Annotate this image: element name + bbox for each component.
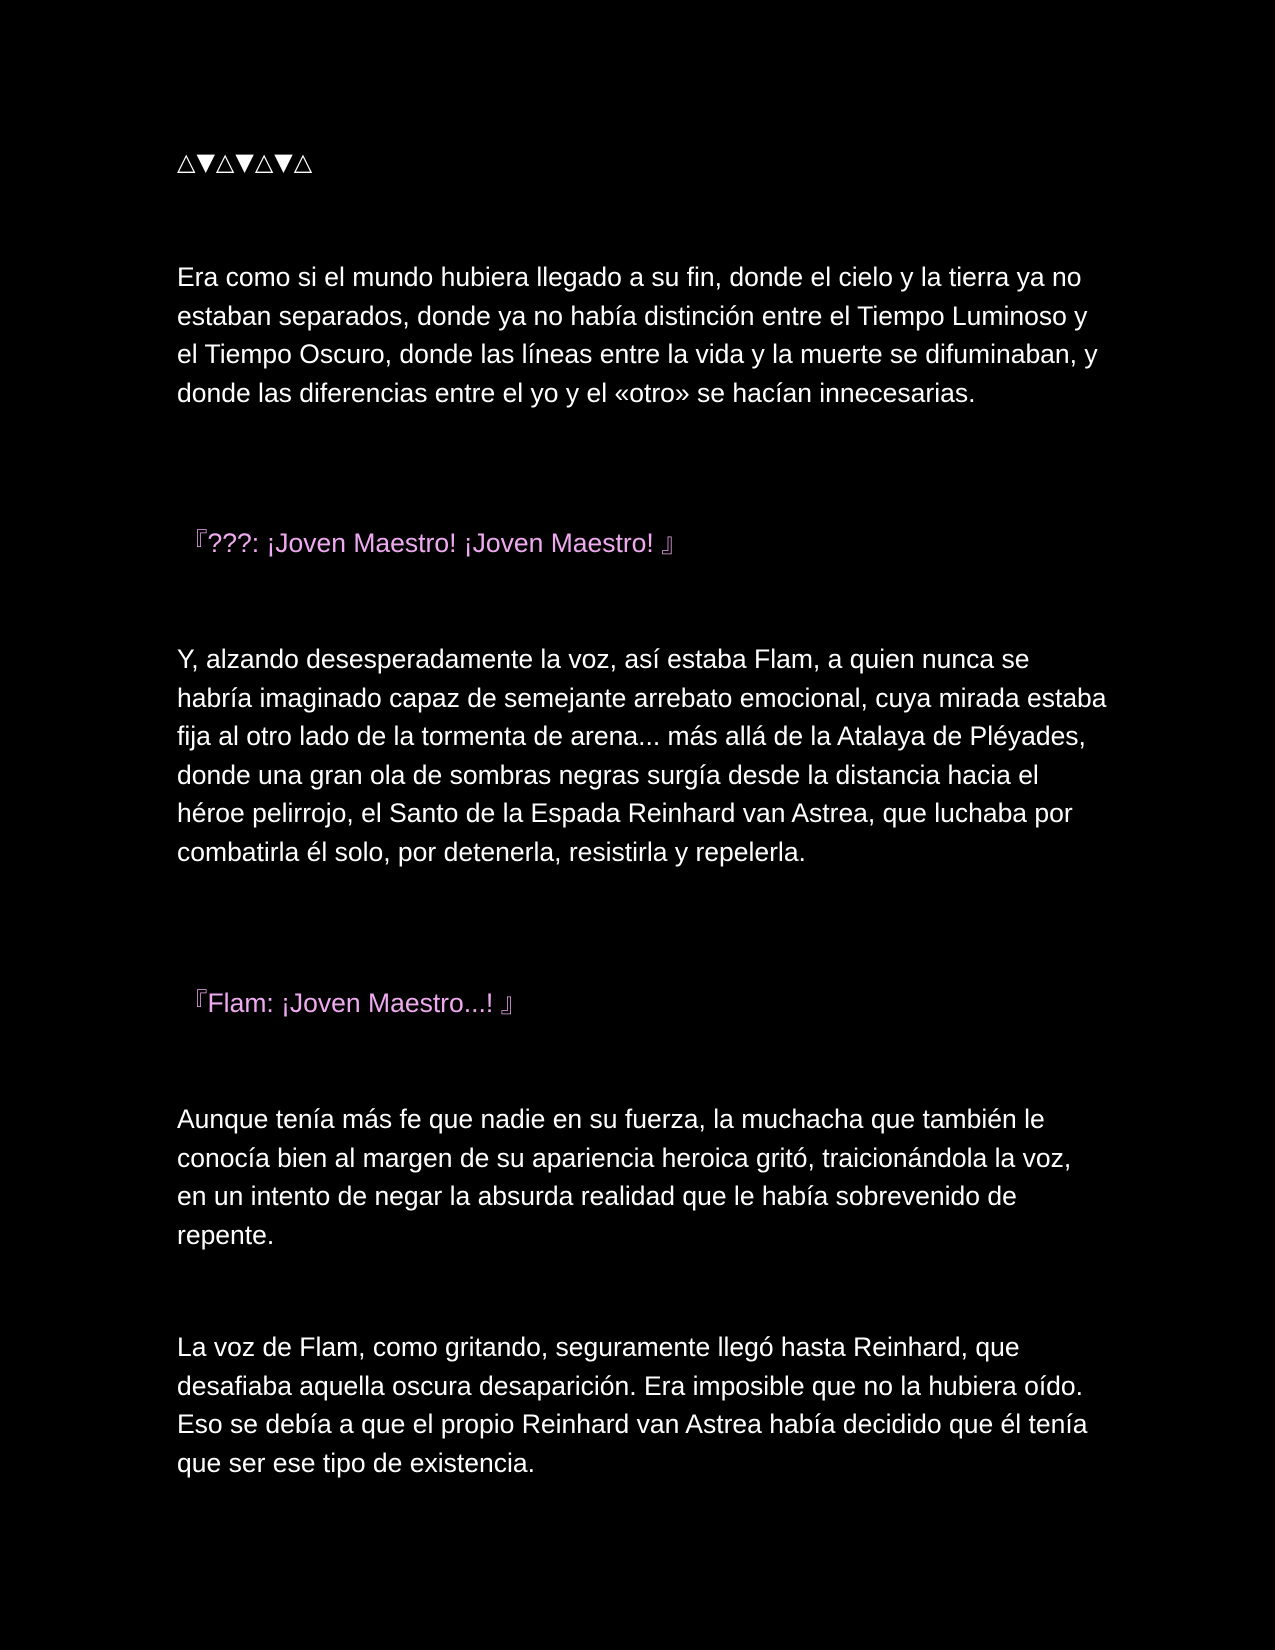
dialog-line: 『???: ¡Joven Maestro! ¡Joven Maestro! 』 — [181, 528, 688, 558]
paragraph: Aunque tenía más fe que nadie en su fuerza, la muchacha que también le conocía bien al margen de su apariencia heroica gritó, traicionándola la voz, en un intento de negar la absurda realidad que le había sobrevenido de repente. — [177, 1104, 1072, 1250]
section-divider: △▼△▼△▼△ — [177, 148, 314, 176]
paragraph: La voz de Flam, como gritando, seguramente llegó hasta Reinhard, que desafiaba aquella oscura desaparición. Era imposible que no la hubiera oído. Eso se debía a que el propio Reinhard van Astrea había decidido que él tenía que ser ese tipo de existencia. — [177, 1332, 1088, 1478]
dialog-line: 『Flam: ¡Joven Maestro...! 』 — [181, 988, 528, 1018]
paragraph: Y, alzando desesperadamente la voz, así estaba Flam, a quien nunca se habría imaginado capaz de semejante arrebato emocional, cuya mirada estaba fija al otro lado de la tormenta de arena... más allá de la Atalaya de Pléyades, donde una gran ola de sombras negras surgía desde la distancia hacia el héroe pelirrojo, el Santo de la Espada Reinhard van Astrea, que luchaba por combatirla él solo, por detenerla, resistirla y repelerla. — [177, 644, 1107, 867]
paragraph: Era como si el mundo hubiera llegado a su fin, donde el cielo y la tierra ya no estaban separados, donde ya no había distinción entre el Tiempo Luminoso y el Tiempo Oscuro, donde las líneas entre la vida y la muerte se difuminaban, y donde las diferencias entre el yo y el «otro» se hacían innecesarias. — [177, 262, 1098, 408]
